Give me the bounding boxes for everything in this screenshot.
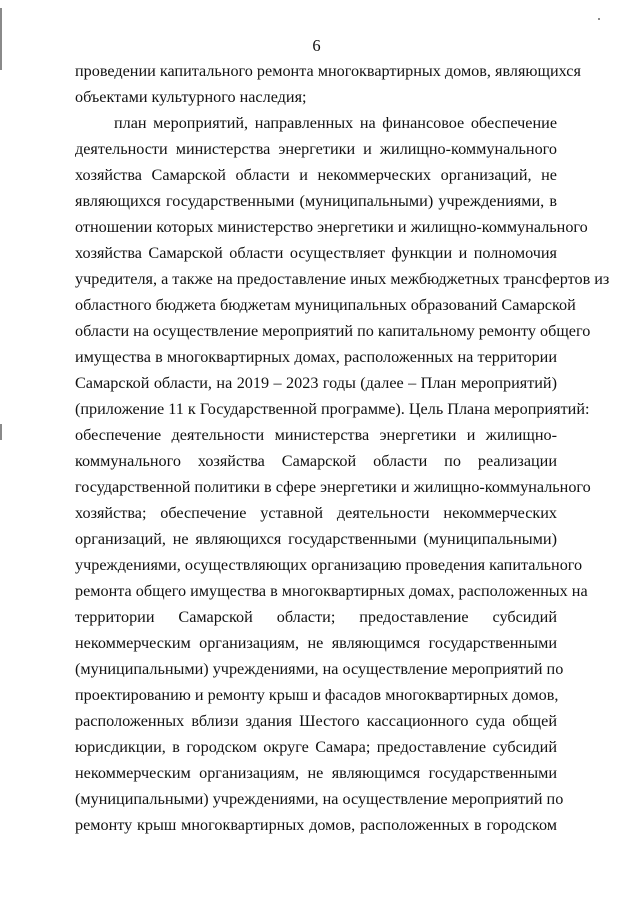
text-line-6: являющихся государственными (муниципальными) учреждениями, в [75,192,557,210]
text-line-1: проведении капитального ремонта многоквартирных домов, являющихся [75,62,581,80]
text-line-25: проектированию и ремонту крыш и фасадов многоквартирных домов, [75,686,559,704]
text-line-14: (приложение 11 к Государственной программе). Цель Плана мероприятий: [75,400,590,418]
text-line-10: областного бюджета бюджетам муниципальных образований Самарской [75,296,576,314]
text-line-19: организаций, не являющихся государственными (муниципальными) [75,530,557,548]
text-line-9: учредителя, а также на предоставление иных межбюджетных трансфертов из [75,270,610,288]
text-line-11: области на осуществление мероприятий по капитальному ремонту общего [75,322,591,340]
text-line-30: ремонту крыш многоквартирных домов, расположенных в городском [75,816,557,834]
text-line-17: государственной политики в сфере энергетики и жилищно-коммунального [75,478,591,496]
text-line-5: хозяйства Самарской области и некоммерческих организаций, не [75,166,557,184]
text-line-7: отношении которых министерство энергетики и жилищно-коммунального [75,218,588,236]
text-line-23: некоммерческим организациям, не являющимся государственными [75,634,557,652]
text-line-8: хозяйства Самарской области осуществляет функции и полномочия [75,244,557,262]
text-line-21: ремонта общего имущества в многоквартирных домах, расположенных на [75,582,588,600]
text-line-20: учреждениями, осуществляющих организацию проведения капитального [75,556,583,574]
text-line-4: деятельности министерства энергетики и жилищно-коммунального [75,140,557,158]
paragraph-first-line: план мероприятий, направленных на финансовое обеспечение [114,114,557,132]
text-line-28: некоммерческим организациям, не являющимся государственными [75,764,557,782]
scan-mark-dot [598,18,600,20]
scan-mark-middle [0,424,2,440]
text-line-12: имущества в многоквартирных домах, расположенных на территории [75,348,557,366]
text-line-15: обеспечение деятельности министерства энергетики и жилищно- [75,426,557,444]
text-line-27: юрисдикции, в городском округе Самара; предоставление субсидий [75,738,557,756]
text-line-26: расположенных вблизи здания Шестого кассационного суда общей [75,712,557,730]
text-line-24: (муниципальными) учреждениями, на осуществление мероприятий по [75,660,564,678]
text-line-13: Самарской области, на 2019 – 2023 годы (далее – План мероприятий) [75,374,557,392]
text-line-16: коммунального хозяйства Самарской области по реализации [75,452,557,470]
text-line-2: объектами культурного наследия; [75,88,307,106]
text-line-22: территории Самарской области; предоставление субсидий [75,608,557,626]
page-number: 6 [312,36,321,55]
text-line-29: (муниципальными) учреждениями, на осуществление мероприятий по [75,790,564,808]
text-line-18: хозяйства; обеспечение уставной деятельности некоммерческих [75,504,557,522]
